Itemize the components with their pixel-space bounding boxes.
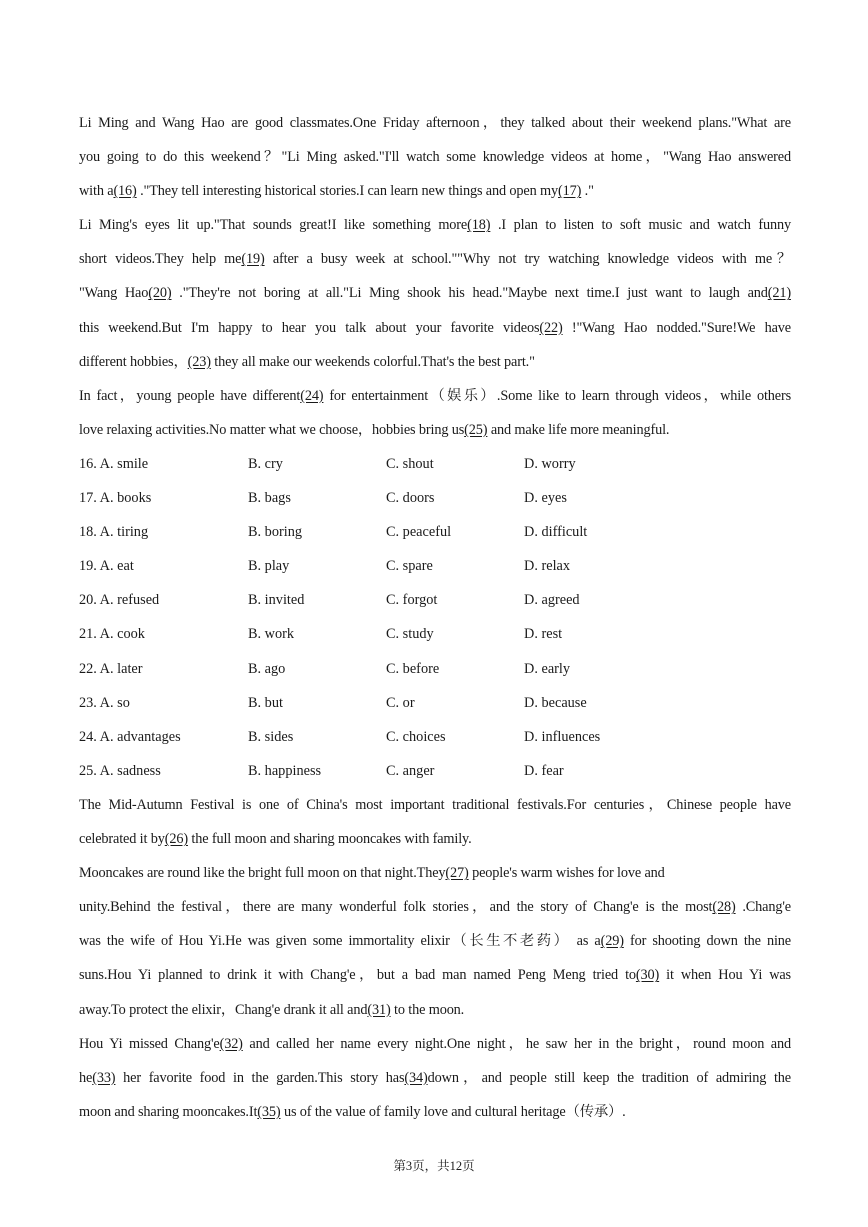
text-segment: In fact，young people have different [79,387,301,404]
blank-number: (23) [187,353,211,370]
text-line [79,1061,791,1095]
blank-number: (32) [219,1035,243,1052]
option-d: D. eyes [524,490,567,507]
text-segment: unity.Behind the festival，there are many wonderful folk stories，and the story of Chang'e is the most [79,899,713,916]
option-d: D. rest [524,626,563,643]
option-row [79,447,791,481]
text-segment: .I plan to listen to soft music and watch funny [490,217,792,234]
option-d: D. relax [524,558,571,575]
option-b: B. happiness [248,762,322,779]
blank-number: (35) [257,1103,281,1120]
blank-number: (34) [404,1069,428,1086]
text-segment: he [79,1069,93,1086]
text-segment: away.To protect the elixir，Chang'e drank it all and [79,1001,368,1018]
blank-number: (33) [92,1069,116,1086]
option-a: 22. A. later [79,660,143,677]
option-d: D. difficult [524,524,588,541]
option-row [79,617,791,651]
option-a: 17. A. books [79,490,152,507]
text-segment: this weekend.But I'm happy to hear you talk about your favorite videos [79,319,540,336]
text-line [79,276,791,310]
option-b: B. cry [248,456,283,472]
blank-number: (18) [467,217,491,234]
text-segment: love relaxing activities.No matter what we choose，hobbies bring us [79,421,465,438]
option-c: C. spare [386,558,433,575]
option-c: C. forgot [386,592,438,609]
text-segment: to the moon. [390,1001,465,1018]
text-segment: Li Ming and Wang Hao are good classmates.One Friday afternoon，they talked about their weekend plans."What are [79,115,791,131]
text-segment: for shooting down the nine [623,933,791,950]
option-a: 23. A. so [79,694,130,711]
text-line [79,413,791,447]
option-d: D. agreed [524,592,580,609]
blank-number: (24) [300,387,324,404]
text-segment: Hou Yi missed Chang'e [79,1035,220,1052]
blank-number: (30) [635,967,660,984]
option-row [79,481,791,515]
option-d: D. worry [524,456,576,472]
text-segment: ."They're not boring at all."Li Ming shook his head."Maybe next time.I just want to laugh and [171,285,768,302]
text-segment: suns.Hou Yi planned to drink it with Chang'e，but a bad man named Peng Meng tried to [79,967,636,984]
text-line [79,140,791,174]
blank-number: (27) [445,865,469,882]
text-segment: it when Hou Yi was [659,967,791,984]
option-row [79,652,791,686]
option-a: 25. A. sadness [79,762,161,779]
option-c: C. shout [386,456,434,472]
option-d: D. fear [524,762,564,779]
passage-1 [79,106,791,447]
text-segment: for entertainment（娱乐）.Some like to learn through videos，while others [323,387,791,404]
text-line [79,856,791,890]
option-a: 16. A. smile [79,456,149,472]
text-line [79,174,791,208]
text-segment: ." [581,183,594,200]
blank-number: (19) [241,251,265,268]
option-a: 20. A. refused [79,592,160,609]
option-row [79,549,791,583]
option-b: B. boring [248,524,303,541]
text-segment: and make life more meaningful. [487,421,670,438]
option-b: B. ago [248,660,286,677]
option-b: B. work [248,626,295,643]
options-list [79,447,791,788]
option-c: C. anger [386,762,435,779]
text-segment: ."They tell interesting historical stories.I can learn new things and open my [136,183,559,200]
text-segment: was the wife of Hou Yi.He was given some immortality elixir（长生不老药） as a [79,933,601,950]
option-b: B. invited [248,592,305,609]
text-line [79,208,791,242]
option-b: B. sides [248,728,294,745]
option-c: C. before [386,660,440,677]
text-segment: Mooncakes are round like the bright full moon on that night.They [79,865,446,882]
text-line [79,106,791,140]
text-segment: people's warm wishes for love and [468,865,665,882]
blank-number: (17) [558,183,582,200]
text-segment: and called her name every night.One night，he saw her in the bright，round moon and [242,1035,791,1052]
text-segment: moon and sharing mooncakes.It [79,1103,258,1120]
text-segment: down，and people still keep the tradition of admiring the [427,1069,791,1086]
blank-number: (28) [712,899,736,916]
option-c: C. doors [386,490,435,507]
text-segment: !"Wang Hao nodded."Sure!We have [562,319,791,336]
option-row [79,686,791,720]
option-row [79,515,791,549]
text-line [79,311,791,345]
option-d: D. influences [524,728,601,745]
text-segment: Li Ming's eyes lit up."That sounds great!I like something more [79,217,468,234]
text-line [79,1095,791,1129]
page-footer: 第3页，共12页 [393,1159,475,1173]
text-segment: short videos.They help me [79,251,242,268]
blank-number: (26) [164,831,188,848]
option-c: C. study [386,626,434,643]
text-line [79,993,791,1027]
option-d: D. because [524,694,587,711]
text-line [79,822,791,856]
text-segment: celebrated it by [79,831,165,848]
text-segment: with a [79,183,114,200]
text-segment: they all make our weekends colorful.That's the best part." [210,353,535,370]
blank-number: (25) [464,421,488,438]
option-a: 19. A. eat [79,558,134,575]
text-segment: .Chang'e [735,899,791,916]
blank-number: (20) [148,285,172,302]
passage-2 [79,788,791,1129]
option-row [79,583,791,617]
blank-number: (29) [600,933,624,950]
option-a: 21. A. cook [79,626,145,643]
option-a: 24. A. advantages [79,728,181,745]
text-line [79,1027,791,1061]
blank-number: (16) [113,183,137,200]
blank-number: (22) [539,319,563,336]
text-line [79,379,791,413]
option-b: B. play [248,558,290,575]
option-row [79,720,791,754]
text-segment: different hobbies， [79,353,188,370]
text-segment: The Mid-Autumn Festival is one of China's most important traditional festivals.For centuries，Chinese people have [79,797,791,813]
text-segment: after a busy week at school.""Why not try watching knowledge videos with me？ [264,251,791,268]
text-line [79,345,791,379]
option-d: D. early [524,660,571,677]
text-segment: the full moon and sharing mooncakes with family. [187,831,472,848]
option-c: C. choices [386,728,446,745]
option-b: B. bags [248,490,291,507]
text-line [79,924,791,958]
blank-number: (21) [767,285,791,302]
blank-number: (31) [367,1001,391,1018]
text-segment: "Wang Hao [79,285,149,302]
text-line [79,958,791,992]
option-c: C. or [386,694,415,711]
text-line [79,788,791,822]
option-a: 18. A. tiring [79,524,149,541]
text-line [79,890,791,924]
text-line [79,242,791,276]
text-segment: her favorite food in the garden.This story has [115,1069,405,1086]
option-row [79,754,791,788]
text-segment: you going to do this weekend？"Li Ming asked."I'll watch some knowledge videos at home，"Wang Hao answered [79,149,791,166]
option-b: B. but [248,694,283,711]
text-segment: us of the value of family love and cultural heritage（传承）. [280,1103,626,1120]
option-c: C. peaceful [386,524,452,541]
